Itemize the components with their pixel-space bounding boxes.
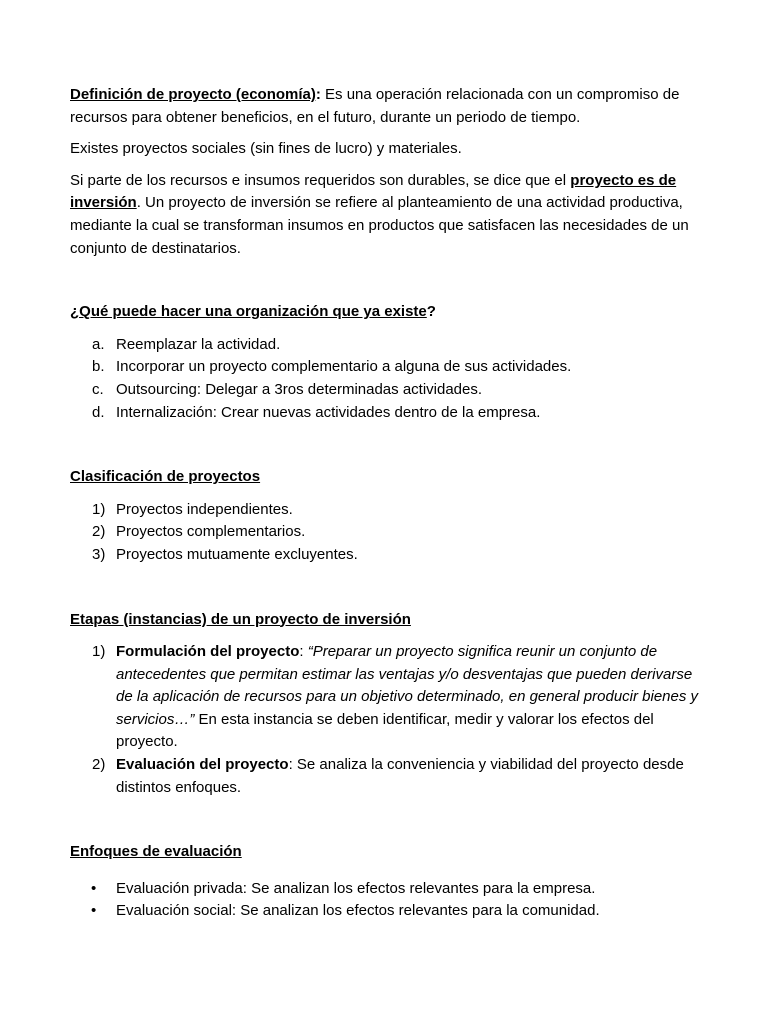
list-item-text: Proyectos mutuamente excluyentes.: [116, 545, 358, 563]
definition-text: Es una operación relacionada con un compromiso de recursos para obtener beneficios, en el futuro, durante un periodo de tiempo.: [70, 86, 680, 126]
list-item-text: Proyectos independientes.: [116, 500, 293, 518]
definition-colon: :: [315, 86, 321, 103]
list-item-text: Proyectos complementarios.: [116, 523, 306, 541]
list-marker: d.: [92, 403, 105, 421]
investment-term: proyecto es de inversión: [70, 171, 677, 212]
list-item: [70, 641, 700, 754]
list-item-text: Evaluación privada: Se analizan los efectos relevantes para la empresa.: [116, 879, 596, 897]
org-options-list: [70, 334, 700, 424]
list-item: [70, 900, 700, 923]
list-marker: 2): [92, 756, 106, 774]
spacer: [70, 424, 700, 466]
investment-text-after: . Un proyecto de inversión se refiere al planteamiento de una actividad productiva, mediante la cual se transforman insumos en productos que satisfacen las necesidades de un conjunto de destinatarios.: [70, 194, 689, 257]
list-item-text: Reemplazar la actividad.: [116, 335, 281, 353]
list-item: [70, 878, 700, 901]
list-marker: b.: [92, 358, 105, 376]
list-marker: 2): [92, 523, 106, 541]
investment-paragraph: [70, 170, 700, 260]
classification-list: [70, 499, 700, 567]
list-marker: 1): [92, 500, 106, 518]
investment-text-before: Si parte de los recursos e insumos requeridos son durables, se dice que el: [70, 171, 571, 189]
spacer: [70, 269, 700, 301]
spacer: [70, 567, 700, 609]
stage-colon: :: [299, 643, 308, 661]
stages-heading: Etapas (instancias) de un proyecto de inversión: [70, 610, 411, 628]
classification-heading: Clasificación de proyectos: [70, 468, 261, 486]
list-marker: 3): [92, 545, 106, 563]
approaches-list: [70, 878, 700, 923]
stage-text: En esta instancia se deben identificar, medir y valorar los efectos del proyecto.: [116, 710, 654, 751]
list-marker: c.: [92, 380, 104, 398]
document-page: [70, 84, 700, 923]
list-item-text: Evaluación social: Se analizan los efectos relevantes para la comunidad.: [116, 902, 600, 920]
org-heading-text: ¿Qué puede hacer una organización que ya existe: [70, 303, 427, 321]
definition-paragraph: [70, 84, 700, 129]
list-item: [70, 499, 700, 522]
org-heading: [70, 301, 700, 324]
list-item: [70, 402, 700, 425]
list-item-text: Outsourcing: Delegar a 3ros determinadas actividades.: [116, 380, 483, 398]
list-item: [70, 754, 700, 799]
approaches-heading: Enfoques de evaluación: [70, 843, 242, 861]
list-item-text: Incorporar un proyecto complementario a alguna de sus actividades.: [116, 358, 572, 376]
stage-quote: “Preparar un proyecto significa reunir un conjunto de antecedentes que permitan estimar las ventajas y/o desventajas que pueden derivarse de la aplicación de recursos para un objetivo determinado, en general producir bienes y servicios…”: [116, 643, 699, 728]
stage-term: Formulación del proyecto: [116, 643, 300, 661]
stage-term: Evaluación del proyecto: [116, 756, 289, 774]
list-item-text: Internalización: Crear nuevas actividades dentro de la empresa.: [116, 403, 541, 421]
list-item: [70, 334, 700, 357]
list-item: [70, 379, 700, 402]
stages-list: [70, 641, 700, 799]
bullet-icon: •: [91, 902, 97, 920]
org-heading-end: ?: [426, 303, 436, 321]
list-item: [70, 521, 700, 544]
project-types-paragraph: Existes proyectos sociales (sin fines de lucro) y materiales.: [70, 140, 462, 158]
spacer: [70, 799, 700, 841]
bullet-icon: •: [91, 879, 97, 897]
list-item: [70, 544, 700, 567]
definition-term: Definición de proyecto (economía): [70, 86, 316, 103]
stage-text: : Se analiza la conveniencia y viabilidad del proyecto desde distintos enfoques.: [116, 756, 684, 796]
list-marker: a.: [92, 335, 105, 353]
list-marker: 1): [92, 643, 106, 661]
list-item: [70, 356, 700, 379]
